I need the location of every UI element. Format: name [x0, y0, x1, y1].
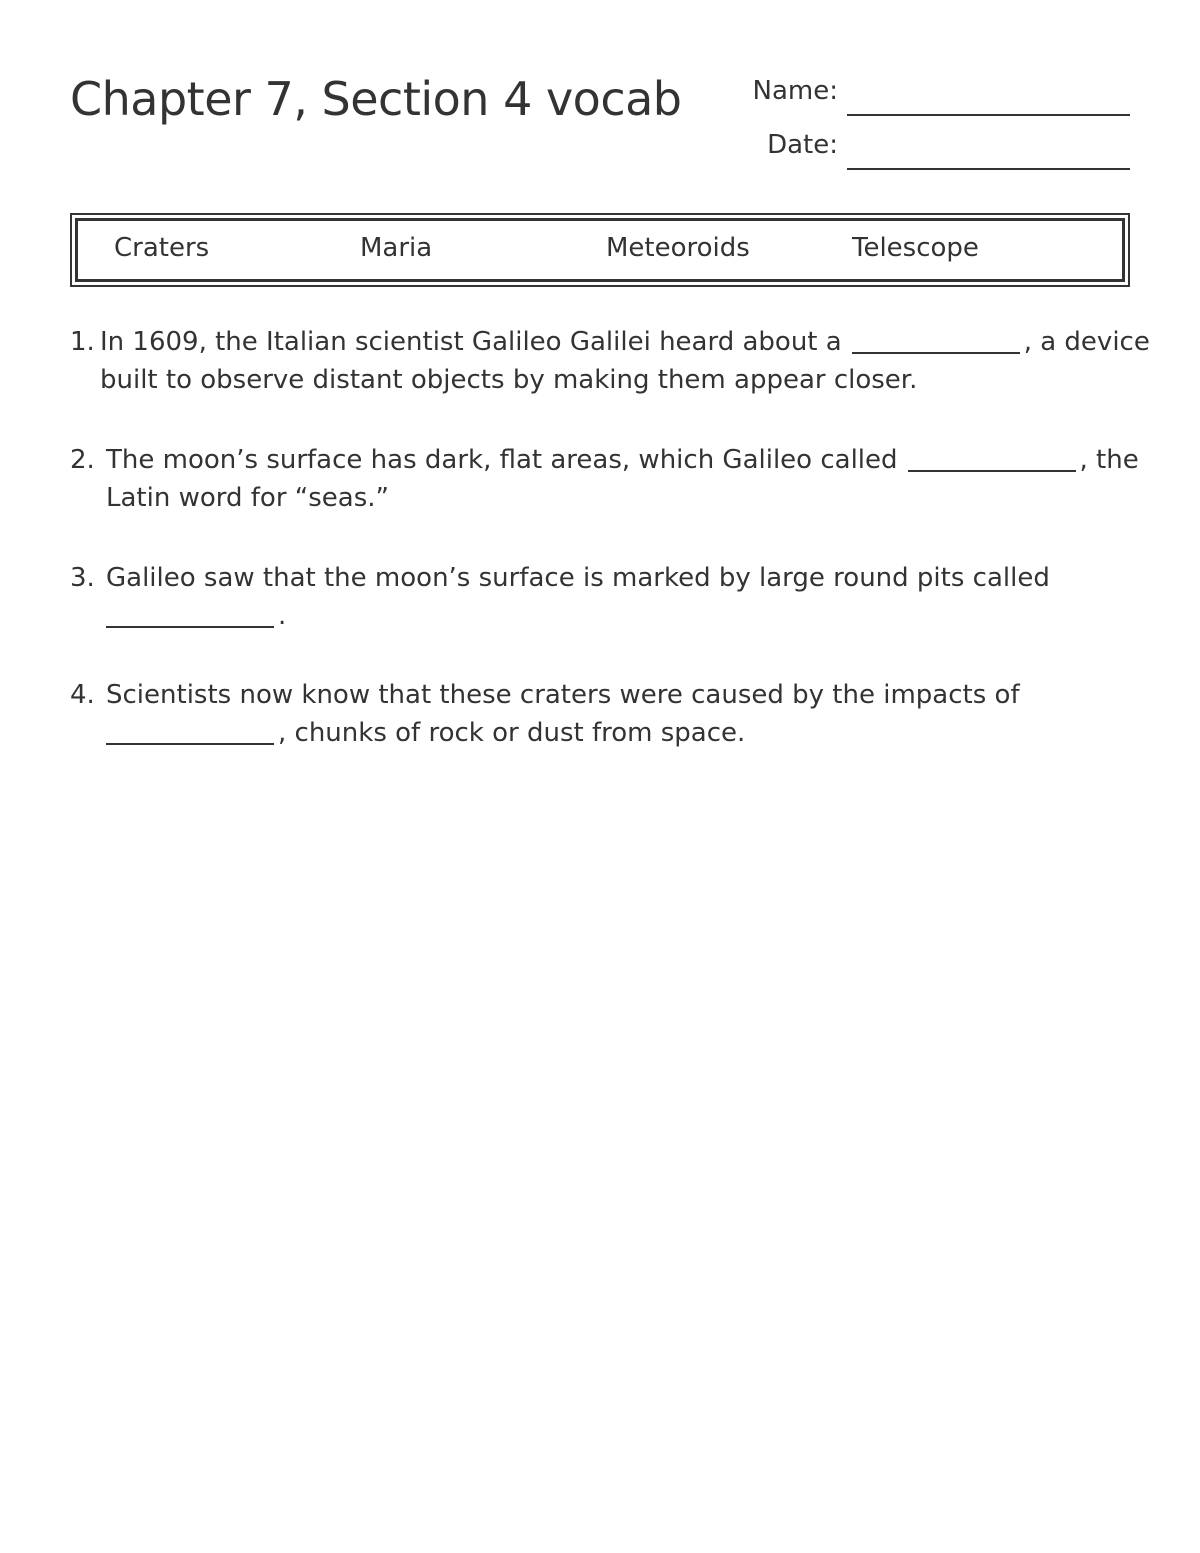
answer-blank[interactable] [852, 350, 1020, 354]
question-line [106, 714, 1130, 752]
date-field [700, 126, 1130, 170]
word-bank-item-maria: Maria [360, 233, 433, 263]
question-number: 2. [70, 445, 95, 475]
question-text: built to observe distant objects by making them appear closer. [100, 365, 918, 395]
question-text: The moon’s surface has dark, flat areas, which Galileo called [106, 445, 898, 475]
date-label: Date: [767, 130, 838, 160]
question-text: Galileo saw that the moon’s surface is marked by large round pits called [106, 563, 1050, 593]
answer-blank[interactable] [908, 468, 1076, 472]
word-bank-item-telescope: Telescope [852, 233, 979, 263]
question-line [106, 597, 1130, 635]
question-text: , a device [1023, 327, 1150, 357]
name-label: Name: [752, 76, 838, 106]
name-field [700, 72, 1130, 116]
word-bank-item-craters: Craters [114, 233, 210, 263]
question-line [100, 323, 1150, 361]
question-4 [70, 676, 1130, 752]
question-text: . [278, 601, 287, 631]
question-number: 3. [70, 563, 95, 593]
word-bank [70, 213, 1130, 287]
date-blank-line[interactable] [847, 168, 1130, 170]
question-number: 1. [70, 327, 95, 357]
question-text: , chunks of rock or dust from space. [278, 718, 746, 748]
answer-blank[interactable] [106, 624, 274, 628]
question-1 [70, 323, 1150, 399]
question-text: , the [1079, 445, 1139, 475]
question-2 [70, 441, 1139, 517]
question-number: 4. [70, 680, 95, 710]
question-text: Scientists now know that these craters were caused by the impacts of [106, 680, 1020, 710]
word-bank-item-meteoroids: Meteoroids [606, 233, 750, 263]
question-line [106, 441, 1139, 479]
answer-blank[interactable] [106, 741, 274, 745]
question-text: In 1609, the Italian scientist Galileo Galilei heard about a [100, 327, 842, 357]
question-3 [70, 559, 1130, 635]
name-blank-line[interactable] [847, 114, 1130, 116]
worksheet-title: Chapter 7, Section 4 vocab [70, 72, 682, 126]
question-text: Latin word for “seas.” [106, 483, 389, 513]
